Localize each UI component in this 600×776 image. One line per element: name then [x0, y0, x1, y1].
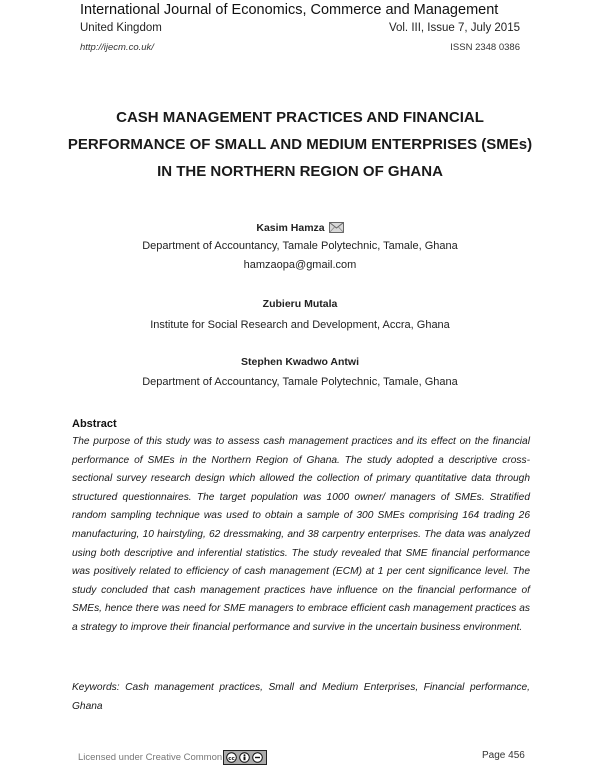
- paper-title: CASH MANAGEMENT PRACTICES AND FINANCIAL PERFORMANCE OF SMALL AND MEDIUM ENTERPRISES (SMEs) IN THE NORTHERN REGION OF GHANA: [67, 109, 533, 180]
- author-2-name: Zubieru Mutala: [262, 298, 338, 310]
- author-1: [0, 222, 600, 234]
- journal-title: International Journal of Economics, Commerce and Management: [80, 2, 499, 18]
- journal-url-link[interactable]: http://ijecm.co.uk/: [80, 42, 154, 53]
- author-3-affiliation: Department of Accountancy, Tamale Polytechnic, Tamale, Ghana: [142, 376, 458, 388]
- creative-commons-badge-icon[interactable]: [223, 750, 267, 765]
- author-1-affiliation: Department of Accountancy, Tamale Polytechnic, Tamale, Ghana: [142, 240, 458, 252]
- author-3-name: Stephen Kwadwo Antwi: [240, 356, 360, 368]
- svg-text:cc: cc: [228, 755, 235, 762]
- header-row-1: [80, 22, 520, 34]
- abstract-text: The purpose of this study was to assess cash management practices and its effect on the financial performance of SMEs in the Northern Region of Ghana. The study adopted a descriptive cross-sectional survey research design which allowed the collection of primary quantitative data through structured questionnaires. The target population was 1000 owner/ managers of SMEs. Stratified random sampling technique was used to obtain a sample of 300 SMEs comprising 164 trading 26 manufacturing, 10 hairstyling, 62 dressmaking, and 38 carpentry enterprises. The data was analyzed using both descriptive and inferential statistics. The study revealed that SME financial performance was positively related to efficiency of cash management (ECM) at 1 per cent significance level. The study concluded that cash management practices have influence on the financial performance of SMEs, hence there was need for SME managers to embrace efficient cash management practices as a strategy to improve their financial performance and survive in the uncertain business environment.: [72, 436, 530, 633]
- journal-country: United Kingdom: [80, 22, 162, 34]
- license-text: Licensed under Creative Common: [78, 752, 223, 763]
- header-row-2: [80, 42, 520, 53]
- envelope-icon[interactable]: [329, 222, 344, 233]
- author-3: [0, 356, 600, 368]
- abstract-heading: Abstract: [72, 418, 117, 430]
- footer-license: [78, 750, 267, 765]
- keywords: Keywords: Cash management practices, Small and Medium Enterprises, Financial performance, Ghana: [72, 682, 530, 712]
- author-1-email[interactable]: hamzaopa@gmail.com: [243, 259, 357, 271]
- journal-issn: ISSN 2348 0386: [450, 42, 520, 53]
- journal-volume: Vol. III, Issue 7, July 2015: [388, 22, 520, 34]
- author-1-name: Kasim Hamza: [256, 222, 325, 234]
- author-2: [0, 298, 600, 310]
- page-number: Page 456: [482, 750, 525, 761]
- author-2-affiliation: Institute for Social Research and Development, Accra, Ghana: [150, 319, 450, 331]
